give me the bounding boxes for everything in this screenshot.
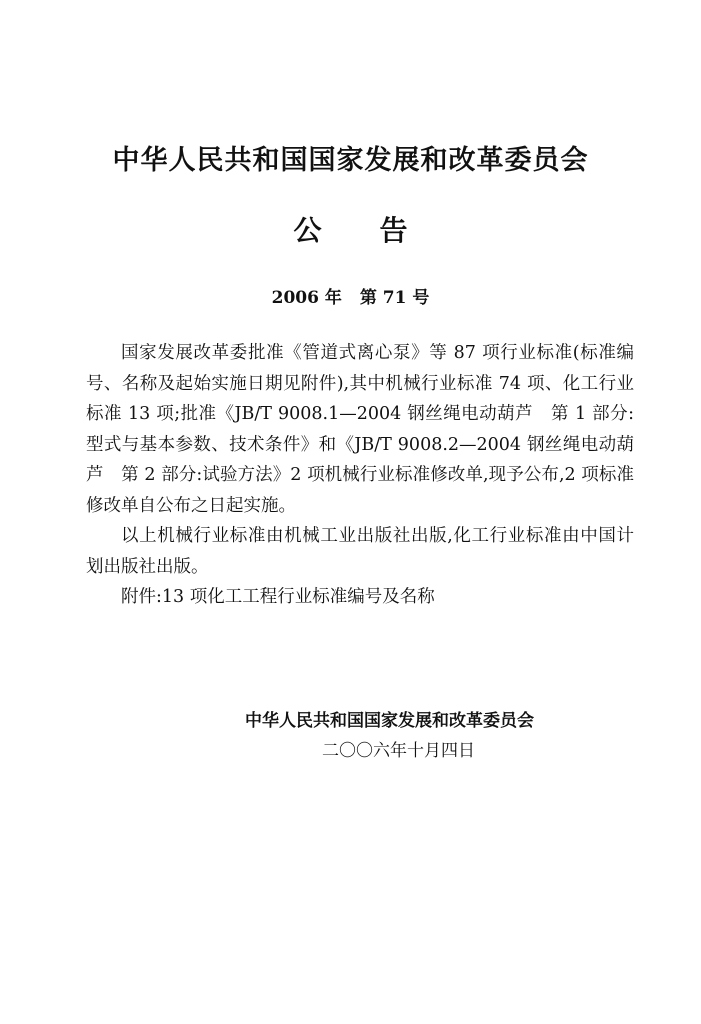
subtitle-char-2: 告 [379, 214, 408, 247]
attachment-line: 附件:13 项化工工程行业标准编号及名称 [121, 587, 435, 607]
issue-no: 第 71 号 [359, 288, 430, 308]
document-subtitle [0, 214, 701, 248]
body-paragraph: 以上机械行业标准由机械工业出版社出版,化工行业标准由中国计划出版社出版。 [86, 526, 634, 577]
issue-number [0, 286, 701, 310]
issue-year: 2006 年 [271, 288, 342, 308]
subtitle-char-1: 公 [293, 214, 322, 247]
body-paragraph: 国家发展改革委批准《管道式离心泵》等 87 项行业标准(标准编号、名称及起始实施日期见附件),其中机械行业标准 74 项、化工行业标准 13 项;批准《JB/T 9008.1—2004 钢丝绳电动葫芦 第 1 部分:型式与基本参数、技术条件》和《JB/T 9008.2—2004 钢丝绳电动葫芦 第 2 部分:试验方法》2 项机械行业标准修改单,现予公布,2 项标准修改单自公布之日起实施。 [86, 343, 634, 516]
document-body [86, 338, 634, 613]
document-title: 中华人民共和国国家发展和改革委员会 [112, 145, 589, 176]
signature-organization: 中华人民共和国国家发展和改革委员会 [245, 711, 534, 731]
signature-date: 二〇〇六年十月四日 [322, 741, 475, 761]
